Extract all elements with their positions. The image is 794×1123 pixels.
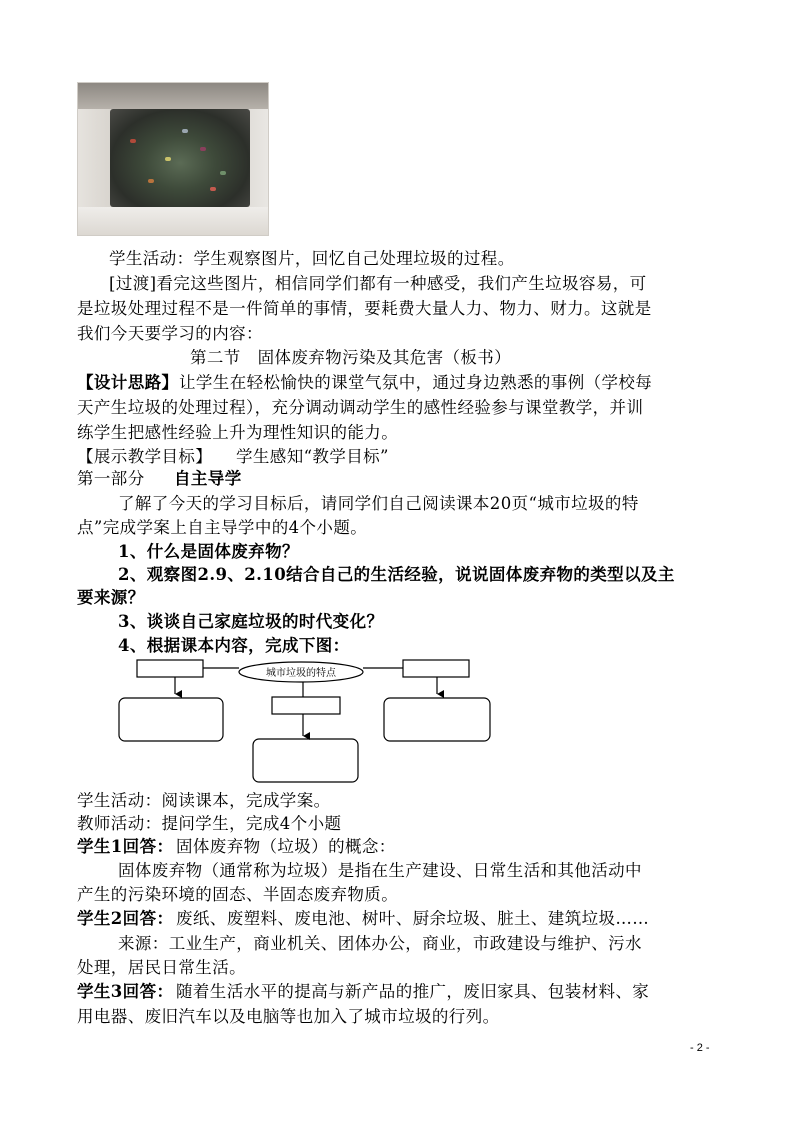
- student-3-label: 学生3回答：: [77, 982, 174, 1001]
- goals-label: 【展示教学目标】: [77, 447, 213, 466]
- design-idea-line-1: 让学生在轻松愉快的课堂气氛中，通过身边熟悉的事例（学校每: [179, 373, 653, 392]
- section-title: 第二节 固体废弃物污染及其危害（板书）: [190, 348, 512, 367]
- question-2-line-2: 要来源？: [77, 588, 145, 607]
- diagram-answer-box-left: [119, 698, 223, 741]
- diagram-answer-box-right: [384, 698, 490, 741]
- student-2-label: 学生2回答：: [77, 909, 174, 928]
- student-1-label: 学生1回答：: [77, 837, 174, 856]
- reading-instruction-1: 了解了今天的学习目标后，请同学们自己阅读课本20页“城市垃圾的特: [118, 494, 639, 513]
- diagram-center-label: 城市垃圾的特点: [266, 668, 336, 679]
- student-2-answer-types: 废纸、废塑料、废电池、树叶、厨余垃圾、脏土、建筑垃圾……: [176, 909, 650, 928]
- transition-line-2: 是垃圾处理过程不是一件简单的事情，要耗费大量人力、物力、财力。这就是: [77, 299, 652, 318]
- diagram-box-top-right: [403, 660, 469, 677]
- question-2-line-1: 2、观察图2.9、2.10结合自己的生活经验，说说固体废弃物的类型以及主: [118, 565, 675, 584]
- part-one-label: 第一部分: [77, 469, 145, 488]
- goals-text: 学生感知“教学目标”: [236, 447, 389, 466]
- diagram-box-top-left: [137, 660, 203, 677]
- student-2-sources-line-1: 来源：工业生产，商业机关、团体办公，商业，市政建设与维护、污水: [118, 934, 642, 953]
- student-1-answer-title: 固体废弃物（垃圾）的概念：: [176, 837, 396, 856]
- diagram-box-middle: [272, 697, 340, 714]
- question-4: 4、根据课本内容，完成下图：: [118, 636, 350, 655]
- student-3-answer-line-1: 随着生活水平的提高与新产品的推广，废旧家具、包装材料、家: [176, 982, 650, 1001]
- teacher-activity: 教师活动：提问学生，完成4个小题: [77, 814, 342, 833]
- student-2-sources-line-2: 处理，居民日常生活。: [77, 958, 246, 977]
- question-3: 3、谈谈自己家庭垃圾的时代变化？: [118, 612, 384, 631]
- design-idea-line-3: 练学生把感性经验上升为理性知识的能力。: [77, 423, 399, 442]
- question-1: 1、什么是固体废弃物？: [118, 542, 299, 561]
- design-idea-line-2: 天产生垃圾的处理过程），充分调动调动学生的感性经验参与课堂教学，并训: [77, 398, 644, 417]
- diagram-answer-box-bottom: [253, 739, 358, 782]
- reading-instruction-2: 点”完成学案上自主导学中的4个小题。: [77, 518, 368, 537]
- student-1-answer-line-2: 产生的污染环境的固态、半固态废弃物质。: [77, 885, 399, 904]
- student-1-answer-line-1: 固体废弃物（通常称为垃圾）是指在生产建设、日常生活和其他活动中: [118, 861, 642, 880]
- transition-line-1: [过渡]看完这些图片，相信同学们都有一种感受，我们产生垃圾容易，可: [109, 274, 647, 293]
- transition-line-3: 我们今天要学习的内容：: [77, 324, 263, 343]
- student-activity-observe: 学生活动：学生观察图片，回忆自己处理垃圾的过程。: [109, 249, 515, 268]
- part-one-title: 自主导学: [174, 469, 242, 488]
- student-3-answer-line-2: 用电器、废旧汽车以及电脑等也加入了城市垃圾的行列。: [77, 1007, 500, 1026]
- student-activity-read: 学生活动：阅读课本，完成学案。: [77, 791, 331, 810]
- design-idea-label: 【设计思路】: [77, 373, 179, 392]
- page-number: - 2 -: [690, 1042, 710, 1054]
